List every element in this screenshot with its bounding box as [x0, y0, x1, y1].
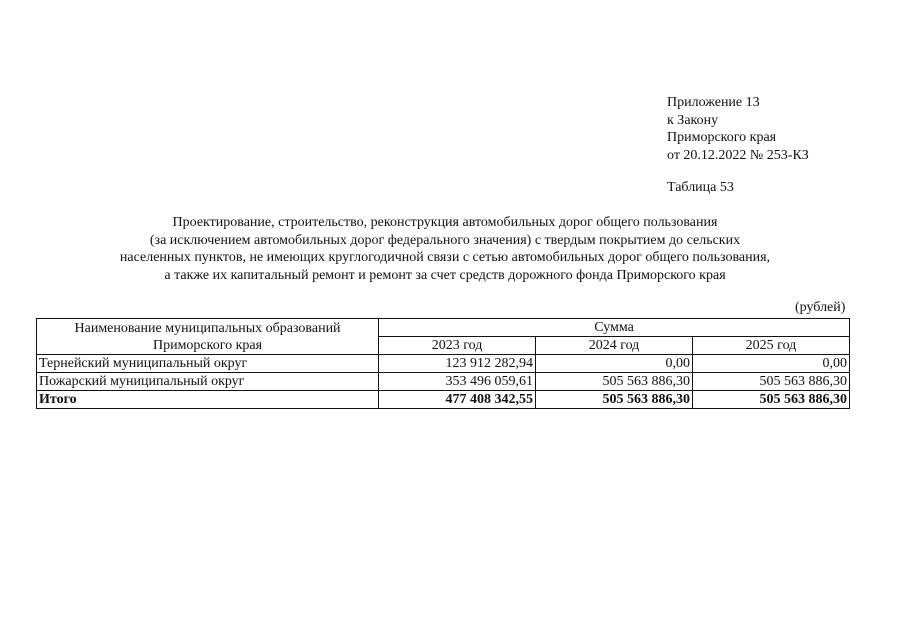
- amount-2024: 0,00: [536, 355, 693, 373]
- appendix-line: к Закону: [667, 112, 719, 128]
- amount-2023: 123 912 282,94: [379, 355, 536, 373]
- total-row: [37, 391, 850, 409]
- amount-2024: 505 563 886,30: [536, 373, 693, 391]
- total-label: Итого: [37, 391, 379, 409]
- header-year-2025: 2025 год: [692, 337, 849, 355]
- units-label: (рублей): [795, 300, 846, 315]
- municipality-name: Пожарский муниципальный округ: [37, 373, 379, 391]
- table-number: Таблица 53: [667, 180, 734, 195]
- header-municipality: [37, 319, 379, 355]
- total-2025: 505 563 886,30: [692, 391, 849, 409]
- municipality-name: Тернейский муниципальный округ: [37, 355, 379, 373]
- title-line: а также их капитальный ремонт и ремонт за счет средств дорожного фонда Приморского края: [164, 267, 726, 283]
- appendix-line: от 20.12.2022 № 253-КЗ: [667, 147, 809, 163]
- document-title: [40, 214, 850, 284]
- header-year-2024: 2024 год: [536, 337, 693, 355]
- title-line: Проектирование, строительство, реконструкция автомобильных дорог общего пользования: [172, 215, 718, 230]
- funding-table: [36, 318, 850, 409]
- table-row: [37, 373, 850, 391]
- table-row: [37, 355, 850, 373]
- header-sum: Сумма: [379, 319, 850, 337]
- appendix-line: Приложение 13: [667, 95, 760, 110]
- total-2024: 505 563 886,30: [536, 391, 693, 409]
- title-line: населенных пунктов, не имеющих круглогодичной связи с сетью автомобильных дорог общего пользования,: [119, 250, 771, 265]
- amount-2025: 0,00: [692, 355, 849, 373]
- header-year-2023: 2023 год: [379, 337, 536, 355]
- appendix-line: Приморского края: [667, 130, 777, 145]
- header-municipality-line: Наименование муниципальных образований: [74, 320, 341, 336]
- amount-2025: 505 563 886,30: [692, 373, 849, 391]
- appendix-block: [667, 94, 809, 164]
- title-line: (за исключением автомобильных дорог федерального значения) с твердым покрытием до сельских: [149, 232, 741, 248]
- header-municipality-line: Приморского края: [152, 337, 263, 353]
- total-2023: 477 408 342,55: [379, 391, 536, 409]
- amount-2023: 353 496 059,61: [379, 373, 536, 391]
